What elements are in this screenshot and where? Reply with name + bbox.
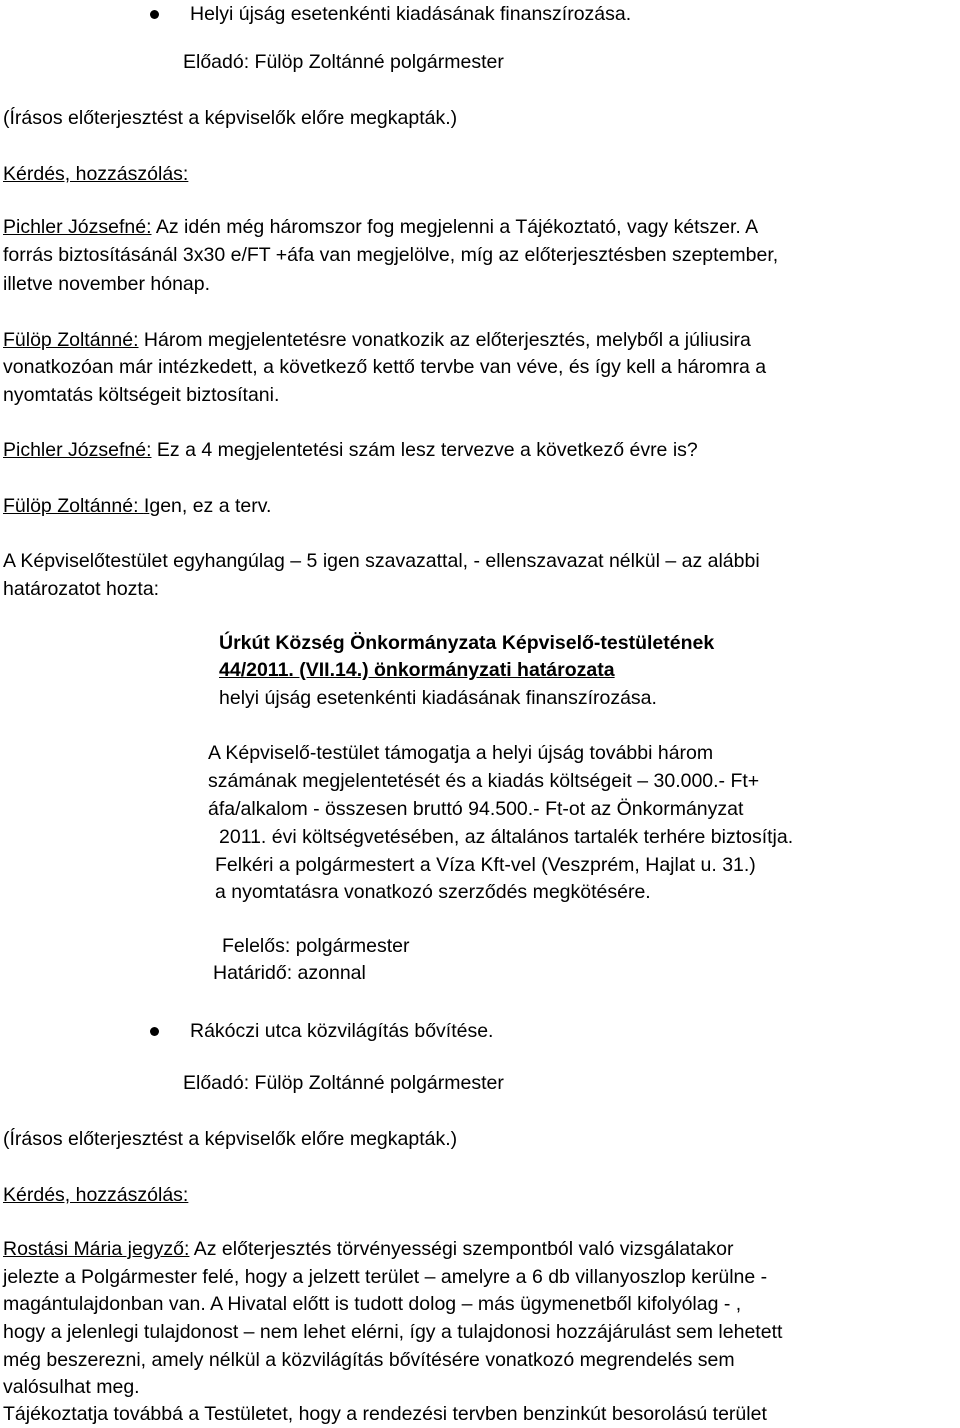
presenter-line: Előadó: Fülöp Zoltánné polgármester xyxy=(183,1072,504,1094)
speaker-name-tail: I xyxy=(143,495,150,517)
paragraph-line xyxy=(3,495,271,517)
paragraph-line: illetve november hónap. xyxy=(3,273,211,295)
paragraph-text: Az előterjesztés törvényességi szempontból való vizsgálatakor xyxy=(189,1238,734,1260)
resolution-body-line: számának megjelentetését és a kiadás költségeit – 30.000.- Ft+ xyxy=(208,770,760,792)
paragraph-text: Három megjelentetésre vonatkozik az előterjesztés, melyből a júliusira xyxy=(138,329,751,351)
paragraph-line: valósulhat meg. xyxy=(3,1376,140,1398)
agenda-item-title: Rákóczi utca közvilágítás bővítése. xyxy=(190,1020,494,1042)
vote-line: A Képviselőtestület egyhangúlag – 5 igen szavazattal, - ellenszavazat nélkül – az alábbi xyxy=(3,550,760,572)
speaker-name: Pichler Józsefné: xyxy=(3,439,152,461)
resolution-subject: helyi újság esetenkénti kiadásának finanszírozása. xyxy=(219,687,657,709)
discussion-heading: Kérdés, hozzászólás: xyxy=(3,163,189,185)
paragraph-line: még beszerezni, amely nélkül a közvilágítás bővítésére vonatkozó megrendelés sem xyxy=(3,1349,735,1371)
resolution-body-line: Felkéri a polgármestert a Víza Kft-vel (Veszprém, Hajlat u. 31.) xyxy=(215,854,756,876)
paragraph-line: Tájékoztatja továbbá a Testületet, hogy a rendezési tervben benzinkút besorolású terület xyxy=(3,1403,767,1425)
resolution-body-line: a nyomtatásra vonatkozó szerződés megkötésére. xyxy=(215,881,651,903)
paragraph-line: jelezte a Polgármester felé, hogy a jelzett terület – amelyre a 6 db villanyoszlop kerülne - xyxy=(3,1266,768,1288)
agenda-item-title: Helyi újság esetenkénti kiadásának finanszírozása. xyxy=(190,3,632,25)
speaker-name: Pichler Józsefné: xyxy=(3,216,152,238)
paragraph-text: Ez a 4 megjelentetési szám lesz tervezve a következő évre is? xyxy=(151,439,698,461)
note-line: (Írásos előterjesztést a képviselők előre megkapták.) xyxy=(3,1128,458,1150)
bullet-icon xyxy=(150,10,159,19)
vote-line: határozatot hozta: xyxy=(3,578,160,600)
paragraph-text: Az idén még háromszor fog megjelenni a Tájékoztató, vagy kétszer. A xyxy=(151,216,759,238)
speaker-name: Fülöp Zoltánné: xyxy=(3,329,139,351)
resolution-title: Úrkút Község Önkormányzata Képviselő-testületének xyxy=(219,632,715,654)
paragraph-text: gen, ez a terv. xyxy=(149,495,272,517)
discussion-heading: Kérdés, hozzászólás: xyxy=(3,1184,189,1206)
resolution-body-line: A Képviselő-testület támogatja a helyi újság további három xyxy=(208,742,714,764)
paragraph-line: hogy a jelenlegi tulajdonost – nem lehet elérni, így a tulajdonosi hozzájárulást sem lehetett xyxy=(3,1321,783,1343)
presenter-line: Előadó: Fülöp Zoltánné polgármester xyxy=(183,51,504,73)
paragraph-line xyxy=(3,1238,734,1260)
speaker-name: Fülöp Zoltánné: xyxy=(3,495,144,517)
paragraph-line: forrás biztosításánál 3x30 e/FT +áfa van megjelölve, míg az előterjesztésben szeptember, xyxy=(3,244,779,266)
bullet-icon xyxy=(150,1027,159,1036)
paragraph-line xyxy=(3,329,751,351)
responsible-line: Felelős: polgármester xyxy=(222,935,410,957)
paragraph-line xyxy=(3,439,698,461)
speaker-name: Rostási Mária jegyző: xyxy=(3,1238,190,1260)
resolution-body-line: 2011. évi költségvetésében, az általános tartalék terhére biztosítja. xyxy=(219,826,794,848)
paragraph-line: vonatkozóan már intézkedett, a következő kettő tervbe van véve, és így kell a háromra a xyxy=(3,356,767,378)
paragraph-line: magántulajdonban van. A Hivatal előtt is tudott dolog – más ügymenetből kifolyólag - , xyxy=(3,1293,742,1315)
paragraph-line xyxy=(3,216,758,238)
note-line: (Írásos előterjesztést a képviselők előre megkapták.) xyxy=(3,107,458,129)
deadline-line: Határidő: azonnal xyxy=(213,962,366,984)
resolution-number: 44/2011. (VII.14.) önkormányzati határozata xyxy=(219,659,615,681)
paragraph-line: nyomtatás költségeit biztosítani. xyxy=(3,384,280,406)
resolution-body-line: áfa/alkalom - összesen bruttó 94.500.- Ft-ot az Önkormányzat xyxy=(208,798,744,820)
